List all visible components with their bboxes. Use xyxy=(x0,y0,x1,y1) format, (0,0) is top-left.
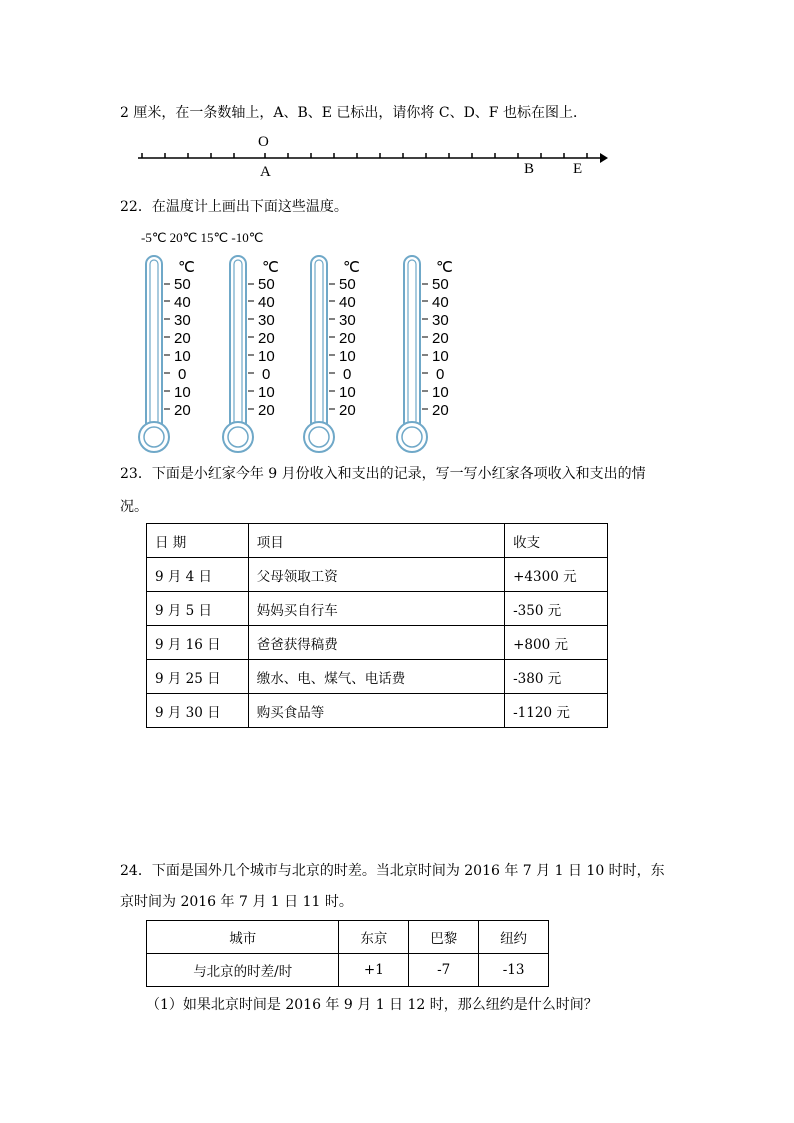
table-row xyxy=(147,626,608,660)
time-difference-table xyxy=(146,920,549,987)
q22-temps: -5℃ 20℃ 15℃ -10℃ xyxy=(141,230,264,245)
tick-label: 0 xyxy=(178,366,187,383)
header-cell: 东京 xyxy=(339,921,409,954)
tick-label: 10 xyxy=(339,384,356,401)
table-header-row xyxy=(147,524,608,558)
tick-label: 10 xyxy=(258,348,275,365)
thermo-unit: ℃ xyxy=(178,259,195,276)
date-cell: 9 月 30 日 xyxy=(147,694,249,728)
item-cell: 缴水、电、煤气、电话费 xyxy=(248,660,504,694)
amount-cell: +4300 元 xyxy=(505,558,608,592)
table-row xyxy=(147,954,549,987)
number-line xyxy=(130,148,610,168)
q23-text-line1: 23．下面是小红家今年 9 月份收入和支出的记录，写一写小红家各项收入和支出的情 xyxy=(120,466,646,482)
table-row xyxy=(147,660,608,694)
tick-label: 10 xyxy=(432,384,449,401)
value-cell: -13 xyxy=(479,954,549,987)
tick-label: 0 xyxy=(343,366,352,383)
tick-label: 10 xyxy=(432,348,449,365)
table-row xyxy=(147,592,608,626)
tick-label: 50 xyxy=(339,276,356,293)
tick-label: 20 xyxy=(432,330,449,347)
value-cell: +1 xyxy=(339,954,409,987)
tick-label: 10 xyxy=(339,348,356,365)
amount-cell: +800 元 xyxy=(505,626,608,660)
header-cell: 项目 xyxy=(248,524,504,558)
thermometer-icon xyxy=(396,254,466,456)
header-cell: 日 期 xyxy=(147,524,249,558)
thermometer-2[interactable] xyxy=(222,254,292,460)
q22-title: 22．在温度计上画出下面这些温度。 xyxy=(120,199,348,215)
tick-label: 40 xyxy=(258,294,275,311)
tick-label: 20 xyxy=(174,402,191,419)
q21-text: 2 厘米，在一条数轴上，A、B、E 已标出，请你将 C、D、F 也标在图上． xyxy=(120,105,587,121)
tick-label: 30 xyxy=(339,312,356,329)
date-cell: 9 月 4 日 xyxy=(147,558,249,592)
table-row xyxy=(147,694,608,728)
amount-cell: -350 元 xyxy=(505,592,608,626)
tick-label: 10 xyxy=(174,384,191,401)
date-cell: 9 月 16 日 xyxy=(147,626,249,660)
amount-cell: -1120 元 xyxy=(505,694,608,728)
header-cell: 收支 xyxy=(505,524,608,558)
amount-cell: -380 元 xyxy=(505,660,608,694)
item-cell: 妈妈买自行车 xyxy=(248,592,504,626)
row-label-cell: 与北京的时差/时 xyxy=(147,954,339,987)
q23-text-line2: 况。 xyxy=(120,499,148,515)
tick-label: 50 xyxy=(258,276,275,293)
tick-label: 10 xyxy=(174,348,191,365)
tick-label: 40 xyxy=(432,294,449,311)
tick-label: 30 xyxy=(174,312,191,329)
tick-label: 20 xyxy=(339,330,356,347)
q24-sub-question-1: （1）如果北京时间是 2016 年 9 月 1 日 12 时，那么纽约是什么时间？ xyxy=(146,997,598,1013)
header-cell: 城市 xyxy=(147,921,339,954)
tick-label: 20 xyxy=(432,402,449,419)
point-b-label: B xyxy=(524,161,535,177)
tick-label: 10 xyxy=(258,384,275,401)
item-cell: 爸爸获得稿费 xyxy=(248,626,504,660)
thermometer-1[interactable] xyxy=(138,254,208,460)
tick-label: 30 xyxy=(432,312,449,329)
header-cell: 纽约 xyxy=(479,921,549,954)
item-cell: 父母领取工资 xyxy=(248,558,504,592)
income-expense-table xyxy=(146,523,608,728)
tick-label: 20 xyxy=(258,402,275,419)
thermometer-3[interactable] xyxy=(303,254,373,460)
tick-label: 40 xyxy=(174,294,191,311)
thermo-unit: ℃ xyxy=(436,259,453,276)
thermometer-4[interactable] xyxy=(396,254,466,460)
thermo-unit: ℃ xyxy=(262,259,279,276)
tick-label: 40 xyxy=(339,294,356,311)
header-cell: 巴黎 xyxy=(409,921,479,954)
tick-label: 0 xyxy=(436,366,445,383)
table-header-row xyxy=(147,921,549,954)
tick-label: 0 xyxy=(262,366,271,383)
tick-label: 20 xyxy=(174,330,191,347)
tick-label: 20 xyxy=(258,330,275,347)
thermometer-icon xyxy=(303,254,373,456)
table-row xyxy=(147,558,608,592)
point-e-label: E xyxy=(573,161,583,177)
item-cell: 购买食品等 xyxy=(248,694,504,728)
tick-label: 50 xyxy=(432,276,449,293)
tick-label: 30 xyxy=(258,312,275,329)
origin-label: O xyxy=(258,134,269,150)
q24-text-line2: 京时间为 2016 年 7 月 1 日 11 时。 xyxy=(120,894,353,910)
tick-label: 50 xyxy=(174,276,191,293)
value-cell: -7 xyxy=(409,954,479,987)
thermometer-icon xyxy=(138,254,208,456)
tick-label: 20 xyxy=(339,402,356,419)
thermometer-icon xyxy=(222,254,292,456)
thermo-unit: ℃ xyxy=(343,259,360,276)
date-cell: 9 月 25 日 xyxy=(147,660,249,694)
point-a-label: A xyxy=(260,164,271,180)
date-cell: 9 月 5 日 xyxy=(147,592,249,626)
q24-text-line1: 24．下面是国外几个城市与北京的时差。当北京时间为 2016 年 7 月 1 日 10 时时，东 xyxy=(120,863,665,879)
